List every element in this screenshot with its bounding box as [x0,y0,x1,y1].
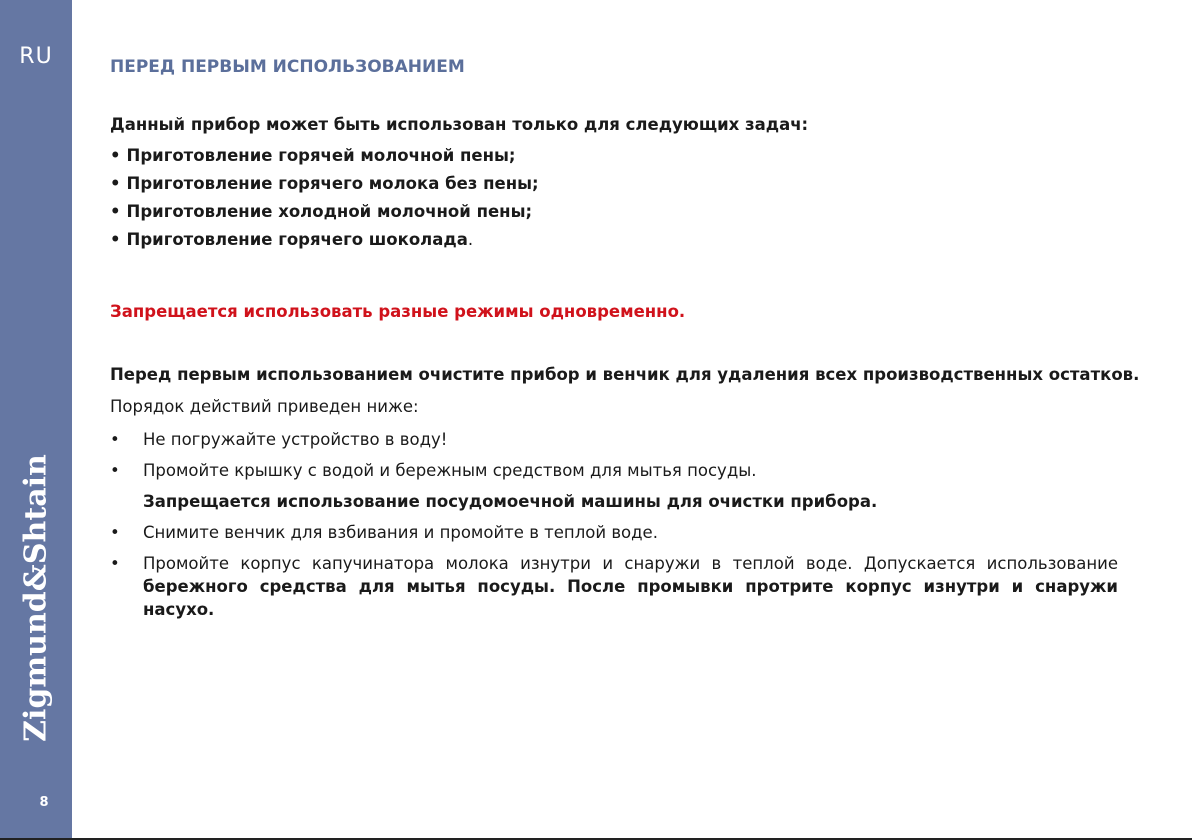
list-item-tail: . [467,230,474,249]
bullet-icon: • [110,430,120,449]
list-item-text: Приготовление холодной молочной пены; [126,202,533,221]
step-text: Промойте корпус капучинатора молока изнутри и снаружи в теплой воде. Допускается использование [143,554,1118,573]
brand-logo: Zigmund&Shtain [18,454,54,742]
cleaning-order-label: Порядок действий приведен ниже: [110,397,419,416]
bullet-icon: • [110,174,121,193]
cleaning-steps [110,428,1118,629]
page-number: 8 [39,795,49,810]
list-item-text: Приготовление горячего шоколада [126,230,468,249]
section-title: ПЕРЕД ПЕРВЫМ ИСПОЛЬЗОВАНИЕМ [110,57,465,77]
step-text: Промойте крышку с водой и бережным средством для мытья посуды. [143,461,757,480]
sidebar [0,0,72,840]
list-item [110,552,1118,621]
bullet-icon: • [110,461,120,480]
list-item [110,428,1118,451]
warning-text: Запрещается использовать разные режимы одновременно. [110,302,686,321]
list-item [110,521,1118,544]
usage-intro: Данный прибор может быть использован только для следующих задач: [110,115,809,134]
usage-list [110,146,539,258]
list-item-text: Приготовление горячей молочной пены; [126,146,516,165]
step-text: Не погружайте устройство в воду! [143,430,448,449]
bullet-icon: • [110,230,121,249]
bullet-icon: • [110,146,121,165]
bullet-icon: • [110,202,121,221]
cleaning-intro: Перед первым использованием очистите прибор и венчик для удаления всех производственных остатков. [110,365,1140,384]
bullet-icon: • [110,523,120,542]
step-note: Запрещается использование посудомоечной машины для очистки прибора. [143,492,878,511]
list-item [110,459,1118,513]
step-text-strong: бережного средства для мытья посуды. После промывки протрите корпус изнутри и снаружи насухо. [143,577,1118,619]
bullet-icon: • [110,554,120,573]
step-text: Снимите венчик для взбивания и промойте в теплой воде. [143,523,658,542]
list-item [110,202,539,230]
list-item [110,174,539,202]
list-item [110,230,539,258]
list-item-text: Приготовление горячего молока без пены; [126,174,539,193]
list-item [110,146,539,174]
language-label: RU [19,44,53,69]
